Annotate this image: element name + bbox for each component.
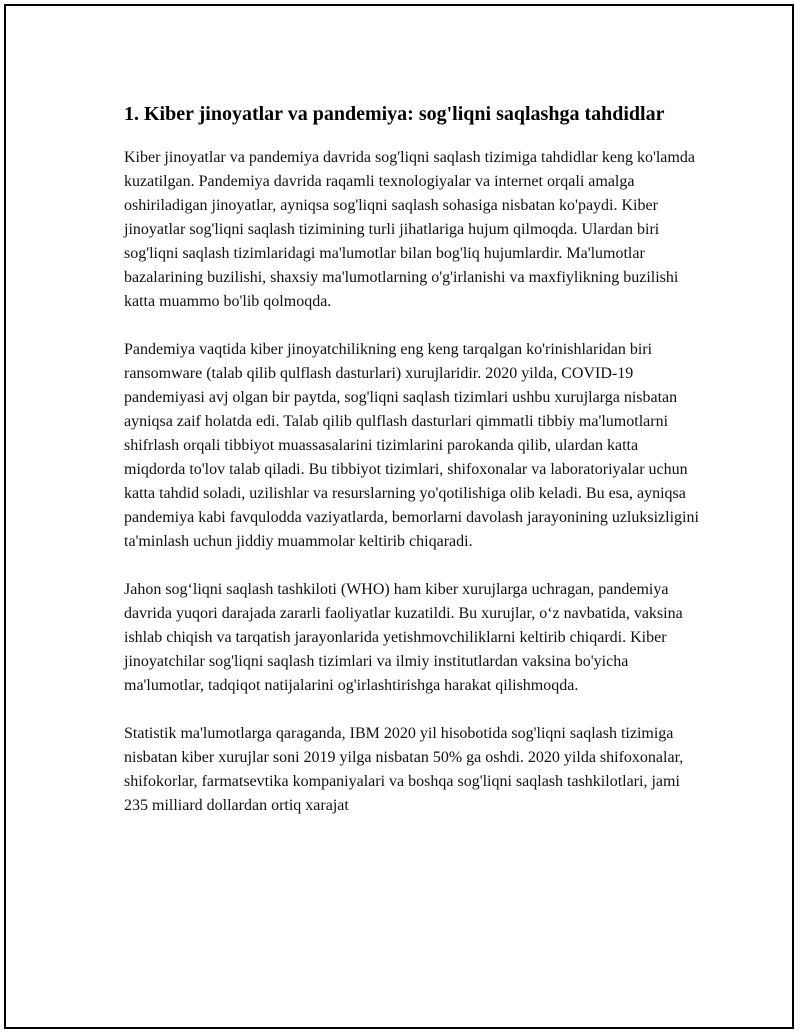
paragraph-4: Statistik ma'lumotlarga qaraganda, IBM 2020 yil hisobotida sog'liqni saqlash tizimiga nisbatan kiber xurujlar soni 2019 yilga nisbatan 50% ga oshdi. 2020 yilda shifoxonalar, shifokorlar, farmatsevtika kompaniyalari va boshqa sog'liqni saqlash tashkilotlari, jami 235 milliard dollardan ortiq xarajat bbox=[124, 725, 684, 814]
section-heading: 1. Kiber jinoyatlar va pandemiya: sog'liqni saqlashga tahdidlar bbox=[124, 103, 665, 125]
paragraph-2: Pandemiya vaqtida kiber jinoyatchilikning eng keng tarqalgan ko'rinishlaridan biri ransomware (talab qilib qulflash dasturlari) xurujlaridir. 2020 yilda, COVID-19 pandemiyasi avj olgan bir paytda, sog'liqni saqlash tizimlari ushbu xurujlarga nisbatan ayniqsa zaif holatda edi. Talab qilib qulflash dasturlari qimmatli tibbiy ma'lumotlarni shifrlash orqali tibbiyot muassasalarini tizimlarini parokanda qilib, ulardan katta miqdorda to'lov talab qiladi. Bu tibbiyot tizimlari, shifoxonalar va laboratoriyalar uchun katta tahdid soladi, uzilishlar va resurslarning yo'qotilishiga olib keladi. Bu esa, ayniqsa pandemiya kabi favqulodda vaziyatlarda, bemorlarni davolash jarayonining uzluksizligini ta'minlash uchun jiddiy muammolar keltirib chiqaradi. bbox=[124, 341, 699, 550]
paragraph-1: Kiber jinoyatlar va pandemiya davrida sog'liqni saqlash tizimiga tahdidlar keng ko'lamda kuzatilgan. Pandemiya davrida raqamli texnologiyalar va internet orqali amalga oshiriladigan jinoyatlar, ayniqsa sog'liqni saqlash sohasiga nisbatan ko'paydi. Kiber jinoyatlar sog'liqni saqlash tizimining turli jihatlariga hujum qilmoqda. Ulardan biri sog'liqni saqlash tizimlaridagi ma'lumotlar bilan bog'liq hujumlardir. Ma'lumotlar bazalarining buzilishi, shaxsiy ma'lumotlarning o'g'irlanishi va maxfiylikning buzilishi katta muammo bo'lib qolmoqda. bbox=[124, 149, 695, 310]
paragraph-3: Jahon sog‘liqni saqlash tashkiloti (WHO) ham kiber xurujlarga uchragan, pandemiya davrida yuqori darajada zararli faoliyatlar kuzatildi. Bu xurujlar, o‘z navbatida, vaksina ishlab chiqish va tarqatish jarayonlarida yetishmovchiliklarni keltirib chiqardi. Kiber jinoyatchilar sog'liqni saqlash tizimlari va ilmiy institutlardan vaksina bo'yicha ma'lumotlar, tadqiqot natijalarini og'irlashtirishga harakat qilishmoqda. bbox=[124, 581, 683, 694]
page-frame bbox=[4, 4, 794, 1029]
document-body bbox=[124, 100, 699, 842]
